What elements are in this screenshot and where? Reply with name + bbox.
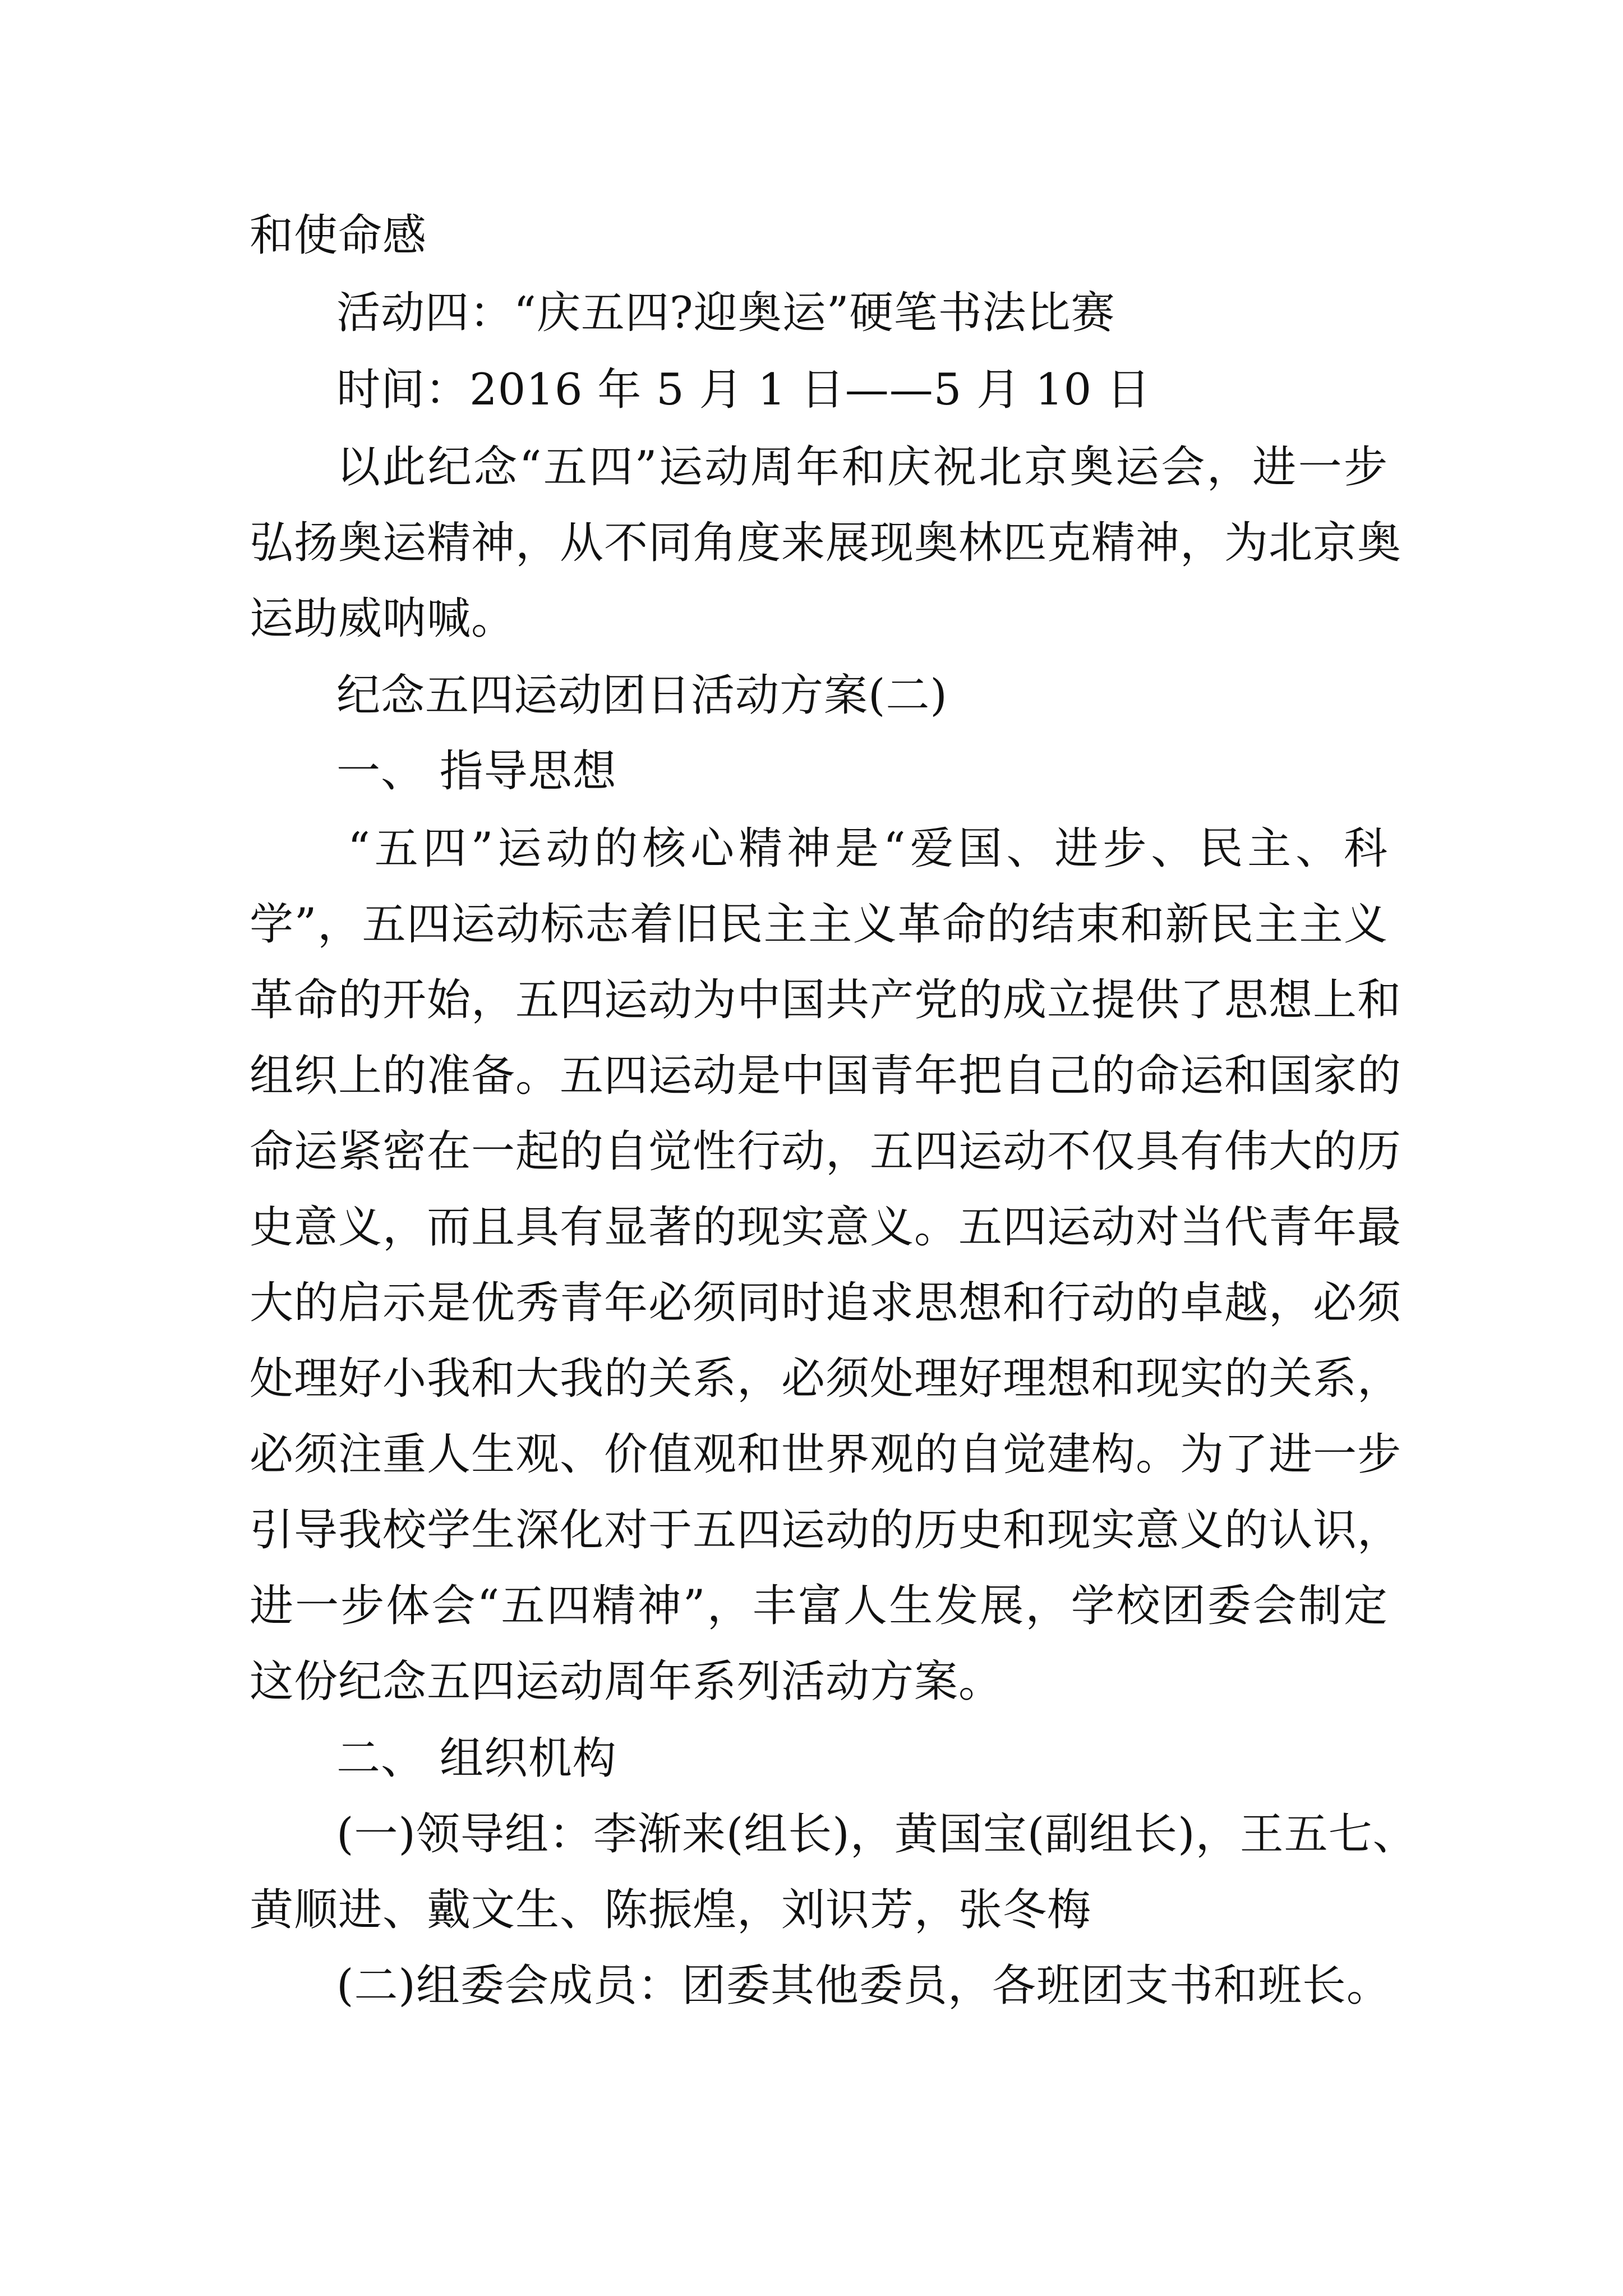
text-line: 弘扬奥运精神，从不同角度来展现奥林匹克精神，为北京奥 [250, 518, 1402, 568]
section-heading: 二、 组织机构 [336, 1733, 617, 1784]
text-line: (二)组委会成员：团委其他委员，各班团支书和班长。 [336, 1961, 1391, 2011]
text-line: 黄顺进、戴文生、陈振煌，刘识芳，张冬梅 [250, 1885, 1092, 1935]
text-line: “五四”运动的核心精神是“爱国、进步、民主、科 [348, 823, 1388, 874]
text-line: 处理好小我和大我的关系，必须处理好理想和现实的关系， [250, 1354, 1402, 1404]
text-line: 和使命感 [250, 210, 427, 261]
text-line: 以此纪念“五四”运动周年和庆祝北京奥运会，进一步 [336, 442, 1388, 493]
activity-time: 时间：2016 年 5 月 1 日——5 月 10 日 [336, 365, 1151, 415]
text-line: 大的启示是优秀青年必须同时追求思想和行动的卓越，必须 [250, 1278, 1402, 1328]
text-line: 组织上的准备。五四运动是中国青年把自己的命运和国家的 [250, 1051, 1402, 1101]
text-line: 运助威呐喊。 [250, 593, 516, 644]
text-line: 进一步体会“五四精神”，丰富人生发展，学校团委会制定 [250, 1581, 1388, 1631]
section-heading: 一、 指导思想 [336, 746, 617, 797]
text-line: 命运紧密在一起的自觉性行动，五四运动不仅具有伟大的历 [250, 1126, 1402, 1177]
activity-heading: 活动四：“庆五四?迎奥运”硬笔书法比赛 [336, 288, 1115, 338]
text-line: 史意义，而且具有显著的现实意义。五四运动对当代青年最 [250, 1202, 1402, 1253]
text-line: (一)领导组：李渐来(组长)，黄国宝(副组长)，王五七、 [336, 1809, 1417, 1860]
text-line: 革命的开始，五四运动为中国共产党的成立提供了思想上和 [250, 975, 1402, 1025]
text-line: 学”，五四运动标志着旧民主主义革命的结束和新民主主义 [250, 899, 1388, 950]
text-line: 引导我校学生深化对于五四运动的历史和现实意义的认识， [250, 1505, 1402, 1556]
text-line: 必须注重人生观、价值观和世界观的自觉建构。为了进一步 [250, 1429, 1402, 1480]
text-line: 这份纪念五四运动周年系列活动方案。 [250, 1657, 1003, 1707]
section-title: 纪念五四运动团日活动方案(二) [336, 670, 948, 721]
